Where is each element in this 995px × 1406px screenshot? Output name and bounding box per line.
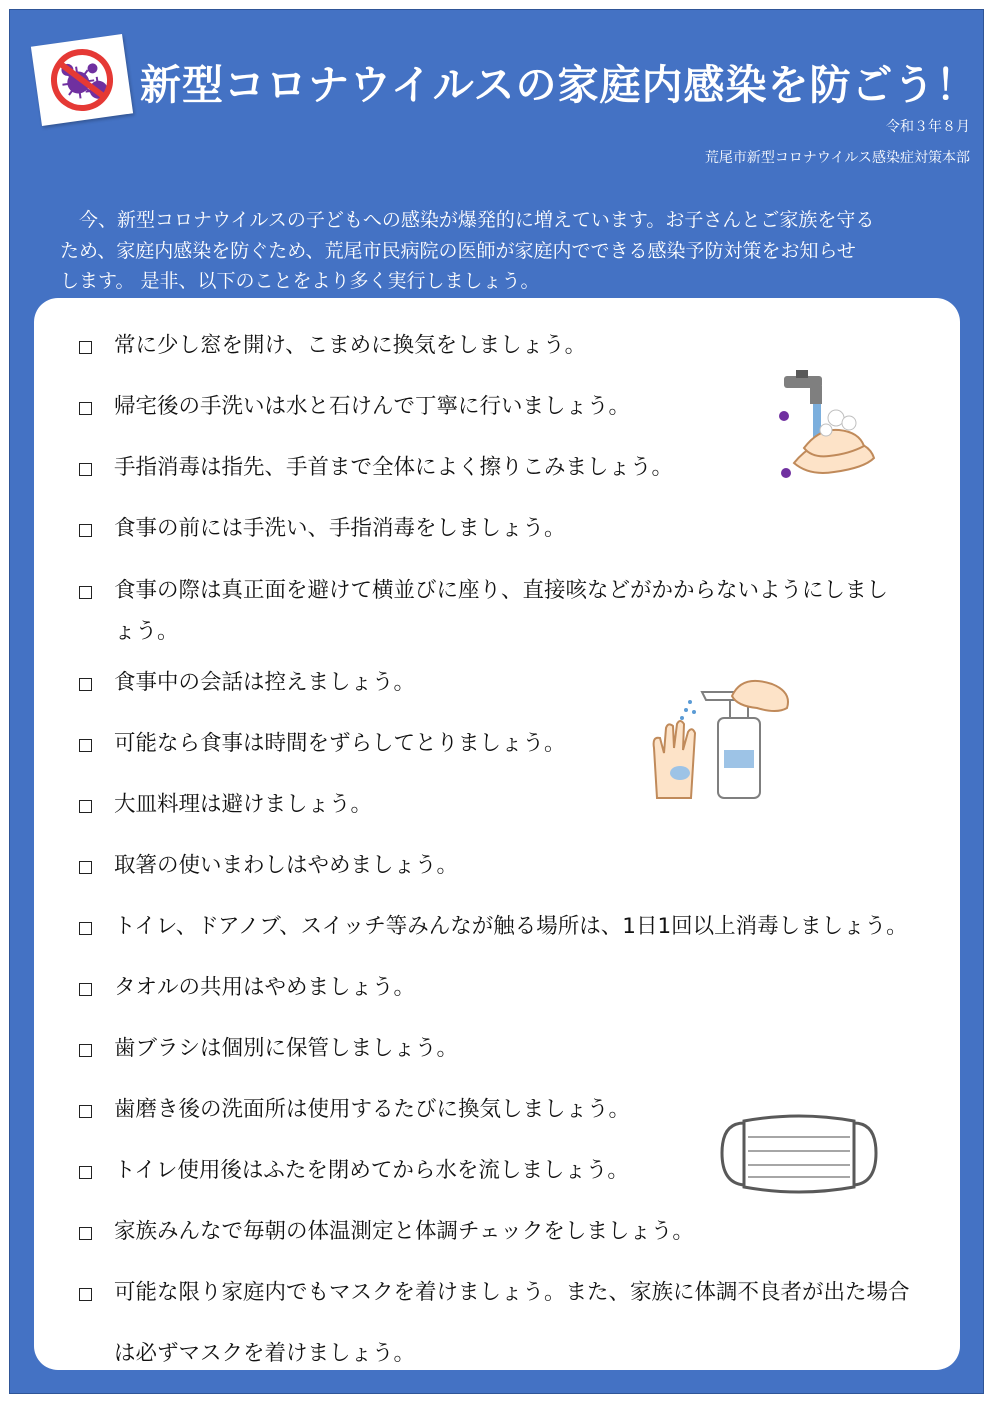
page-title: 新型コロナウイルスの家庭内感染を防ごう！ xyxy=(140,61,978,109)
checklist-item xyxy=(79,1089,630,1130)
checkbox-icon xyxy=(79,1288,92,1301)
checkbox-icon xyxy=(79,861,92,874)
checkbox-icon xyxy=(79,678,92,691)
checklist-item xyxy=(79,508,566,549)
checklist-item xyxy=(79,845,458,886)
checkbox-icon xyxy=(79,1044,92,1057)
checklist-item xyxy=(79,386,630,427)
intro-line: 今、新型コロナウイルスの子どもへの感染が爆発的に増えています。お子さんとご家族を守る xyxy=(60,209,875,231)
face-mask-icon xyxy=(714,1113,884,1202)
intro-line: します。 是非、以下のことをより多く実行しましょう。 xyxy=(60,270,540,292)
checkbox-icon xyxy=(79,586,92,599)
checklist-text: 常に少し窓を開け、こまめに換気をしましょう。 xyxy=(114,333,587,358)
checkbox-icon xyxy=(79,341,92,354)
checklist-item xyxy=(79,784,372,825)
checkbox-icon xyxy=(79,402,92,415)
poster xyxy=(9,9,984,1394)
checklist-text xyxy=(114,1272,910,1374)
checklist-text: 食事中の会話は控えましょう。 xyxy=(114,670,416,695)
checklist-text xyxy=(114,570,888,652)
checklist-item xyxy=(79,325,586,366)
checklist-text: 歯ブラシは個別に保管しましょう。 xyxy=(114,1036,459,1061)
checklist-item xyxy=(79,1028,458,1069)
checklist-text: 取箸の使いまわしはやめましょう。 xyxy=(114,853,459,878)
checklist-item xyxy=(79,1150,629,1191)
checklist-item xyxy=(79,447,673,488)
checklist-text-line: 可能な限り家庭内でもマスクを着けましょう。また、家族に体調不良者が出た場合 xyxy=(114,1280,910,1305)
checklist-text: 手指消毒は指先、手首まで全体によく擦りこみましょう。 xyxy=(114,455,674,480)
organization-name: 荒尾市新型コロナウイルス感染症対策本部 xyxy=(704,150,970,166)
checkbox-icon xyxy=(79,739,92,752)
checklist-text: 歯磨き後の洗面所は使用するたびに換気しましょう。 xyxy=(114,1097,631,1122)
hand-sanitizer-icon xyxy=(642,678,792,807)
checklist-text: 家族みんなで毎朝の体温測定と体調チェックをしましょう。 xyxy=(114,1219,694,1244)
checkbox-icon xyxy=(79,1105,92,1118)
checklist-item xyxy=(79,662,415,703)
checklist-panel xyxy=(34,298,960,1370)
checkbox-icon xyxy=(79,524,92,537)
checklist-item xyxy=(79,723,566,764)
checklist-text-line: は必ずマスクを着けましょう。 xyxy=(114,1341,416,1366)
checklist-item xyxy=(79,1272,910,1374)
checkbox-icon xyxy=(79,463,92,476)
checklist-text: トイレ、ドアノブ、スイッチ等みんなが触る場所は、1日1回以上消毒しましょう。 xyxy=(114,914,908,939)
checkbox-icon xyxy=(79,983,92,996)
checklist-text: トイレ使用後はふたを閉めてから水を流しましょう。 xyxy=(114,1158,629,1183)
checklist-item xyxy=(79,1211,694,1252)
checklist-text-line: 食事の際は真正面を避けて横並びに座り、直接咳などがかからないようにしまし xyxy=(114,578,889,603)
checklist-text: 可能なら食事は時間をずらしてとりましょう。 xyxy=(114,731,566,756)
intro-paragraph xyxy=(60,205,920,297)
checkbox-icon xyxy=(79,800,92,813)
checklist-text: 帰宅後の手洗いは水と石けんで丁寧に行いましょう。 xyxy=(114,394,631,419)
checklist-item xyxy=(79,906,908,947)
virus-prohibited-icon xyxy=(31,34,133,126)
checklist-text: 食事の前には手洗い、手指消毒をしましょう。 xyxy=(114,516,566,541)
hand-washing-icon xyxy=(774,368,884,492)
checkbox-icon xyxy=(79,1166,92,1179)
checklist-text: 大皿料理は避けましょう。 xyxy=(114,792,373,817)
checkbox-icon xyxy=(79,1227,92,1240)
checklist-item xyxy=(79,967,415,1008)
checklist-item xyxy=(79,570,888,652)
checklist-text-line: ょう。 xyxy=(114,619,179,644)
checklist-text: タオルの共用はやめましょう。 xyxy=(114,975,416,1000)
intro-line: ため、家庭内感染を防ぐため、荒尾市民病院の医師が家庭内でできる感染予防対策をお知らせ xyxy=(60,239,856,262)
checkbox-icon xyxy=(79,922,92,935)
issue-date: 令和３年８月 xyxy=(886,119,970,135)
